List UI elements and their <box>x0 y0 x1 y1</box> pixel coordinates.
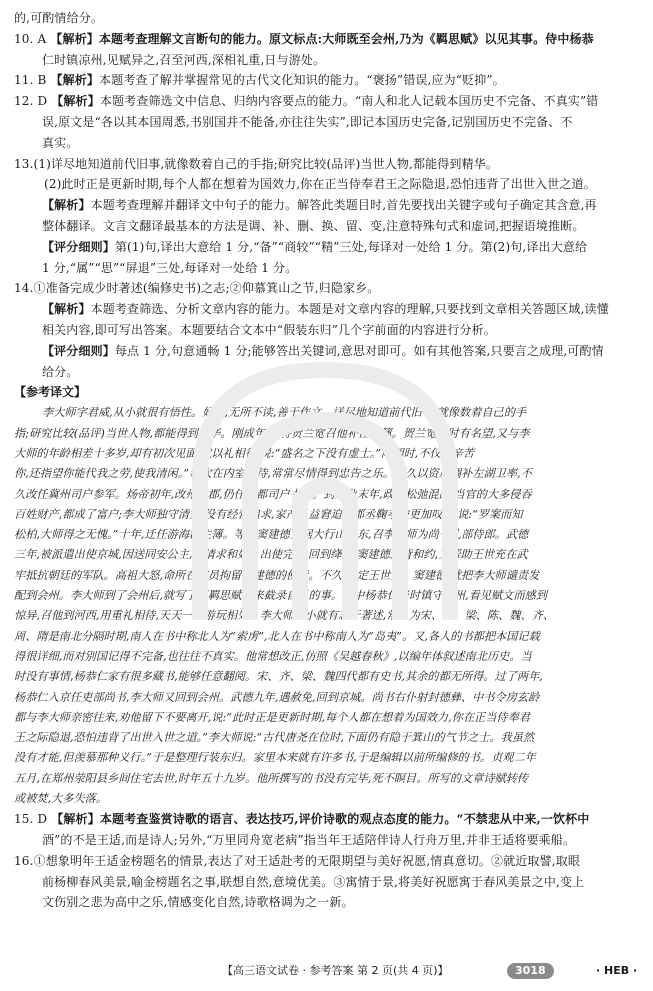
translation-line: 时没有事情,杨恭仁家有很多藏书,能够任意翻阅。宋、齐、梁、魏四代都有史书,其余的都无所得。过了两年, <box>14 670 543 684</box>
text-line-5: 误,原文是“各以其本国周悉,书别国并不能备,亦往往失实”,即记本国历史完备,记别国历史不完备、不 <box>42 114 573 129</box>
translation-line: 牢抵抗朝廷的军队。高祖大怒,命所在官员拘留窦建德的使者。不久,平定王世充、窦建德,就把李大师谴责发 <box>14 568 540 582</box>
translation-line: 没有才能,但羡慕那种义行。”于是整理行装东归。家里本来就有许多书,于是编辑以前所编修的书。贞观二年 <box>14 751 536 765</box>
scoring-14: 【评分细则】每点 1 分,句意通畅 1 分;能够答出关键词,意思对即可。如有其他答案,只要言之成理,可酌情 <box>42 343 604 358</box>
translation-line: 惊异,召他到河西,用重礼相待,天天一同游玩相处。李大师从小就有志于著述,常认为宋、齐、梁、陈、魏、齐、 <box>14 609 555 623</box>
translation-line: 三年,被派遣出使京城,因送同安公主,就请求和好。出使完毕,回到绛州,窦建德违背和约,又帮助王世充在武 <box>14 548 528 562</box>
text-line-15: 相关内容,即可写出答案。本题要结合文本中“假装东归”几个字前面的内容进行分析。 <box>42 322 496 337</box>
translation-line: 或被焚,大多失落。 <box>14 791 108 805</box>
text-line-6: 真实。 <box>42 135 79 150</box>
text-line-17: 给分。 <box>42 364 79 379</box>
text-line-12: 1 分,“属”“思”“屏退”三处,每译对一处给 1 分。 <box>42 260 298 275</box>
translation-line: 百姓财产,都成了富户;李大师独守清贫,没有经营追求,家产日益窘迫。郡丞鞠孝棱更加叹服,说:“罗案而知 <box>14 507 523 521</box>
text-line-t1: 酒”的不是王适,而是诗人;另外,“万里同舟宽老病”指当年王适陪伴诗人行舟万里,并非王适将要乘船。 <box>42 833 576 848</box>
answer-11: 11. B 【解析】本题考查了解并掌握常见的古代文化知识的能力。“褒扬”错误,应为“贬抑”。 <box>14 73 505 88</box>
analysis-13: 【解析】本题考查理解并翻译文中句子的能力。解答此类题目时,首先要找出关键字或句子确定其含意,再 <box>42 198 597 213</box>
translation-line: 配到会州。李大师到了会州后,就写了《羁思赋》来截录自己的事。侍中杨恭仁当时镇守凉州,看见赋文而感到 <box>14 589 547 603</box>
translation-line: 指;研究比较(品评)当世人物,都能得到精华。刚成年,州将贺兰宽召他补任主簿。贺兰宽当时有名望,又与李 <box>14 426 530 440</box>
translation-line: 五月,在郑州荥阳县乡间住宅去世,时年五十九岁。他所撰写的书没有完毕,死不瞑目。所写的文章诗赋转传 <box>14 771 529 785</box>
text-line-t3: 前杨柳春风美景,喻金榜题名之事,联想自然,意境优美。③寓情于景,将美好祝愿寓于春风美景之中,变上 <box>42 874 585 889</box>
translation-line: 杨恭仁入京任吏部尚书,李大师又回到会州。武德九年,遇赦免,回到京城。尚书右仆射封德彝、中书令房玄龄 <box>14 690 540 704</box>
translation-title: 【参考译文】 <box>14 385 87 400</box>
translation-line: 你,还指望你能代我之劳,使我清闲。”每次在内室接待,常常尽情得到忠告之乐。不久以资历调补左湖卫率,不 <box>14 467 532 481</box>
text-line-8: (2)此时正是更新时期,每个人都在想着为国效力,你在正当侍奉君王之际隐退,恐怕违背了出世入世之道。 <box>44 177 596 192</box>
scoring-13: 【评分细则】第(1)句,译出大意给 1 分,“备”“商较”“精”三处,每译对一处给 1 分。第(2)句,译出大意给 <box>42 239 588 254</box>
translation-line: 王之际隐退,恐怕违背了出世入世之道。”李大师说:“古代唐尧在位时,下面仍有隐于箕山的气节之士。我虽然 <box>14 731 535 745</box>
translation-line: 得很详细,而对别国记得不完备,也往往不真实。他常想改正,仿照《吴越春秋》,以编年体叙述南北历史。当 <box>14 649 532 663</box>
text-line-10: 整体翻译。文言文翻译最基本的方法是调、补、删、换、留、变,注意特殊句式和虚词,把握语境推断。 <box>42 218 585 233</box>
translation-line: 李大师字君威,从小就很有悟性。好学,无所不读,善于作文。详尽地知道前代旧事,就像数着自己的手 <box>42 406 527 420</box>
analysis-14: 【解析】本题考查筛选、分析文章内容的能力。本题是对文章内容的理解,只要找到文章相关答题区域,读懂 <box>42 302 609 317</box>
text-line-t4: 文伤别之悲为高中之乐,情感变化自然,诗歌格调为之一新。 <box>42 895 354 910</box>
answer-14: 14.①准备完成少时著述(编修史书)之志;②仰慕箕山之节,归隐家乡。 <box>14 281 380 296</box>
answer-12: 12. D 【解析】本题考查筛选文中信息、归纳内容要点的能力。“南人和北人记载本国历史不完备、不真实”错 <box>14 94 599 109</box>
answer-10: 10. A 【解析】本题考查理解文言断句的能力。原文标点:大师既至会州,乃为《羁思赋》以见其事。侍中杨恭 <box>14 31 594 46</box>
text-line-2: 仁时镇凉州,见赋异之,召至河西,深相礼重,日与游处。 <box>42 52 326 67</box>
answer-13: 13.(1)详尽地知道前代旧事,就像数着自己的手指;研究比较(品评)当世人物,都能得到精华。 <box>14 156 499 171</box>
footer-page-info: 【高三语文试卷 · 参考答案 第 2 页(共 4 页)】 <box>222 964 449 977</box>
translation-line: 松柏,大师得之无愧。”十年,迁任游海郡主簿。等到窦建德占据大行山以东,召李大师为尚书礼部侍郎。武德 <box>14 528 529 542</box>
answer-16: 16.①想象明年王适金榜题名的情景,表达了对王适赴考的无限期望与美好祝愿,情真意切。②就近取譬,取眼 <box>14 853 581 868</box>
text-line-0: 的,可酌情给分。 <box>14 11 104 25</box>
footer-code-badge: 3018 <box>507 963 554 979</box>
translation-line: 大师的年龄相差十多岁,却有初次见面,就以礼相待,说:“盛名之下没有虚士。”隋朝时,不仅要辛苦 <box>14 446 475 460</box>
footer-region: · HEB · <box>596 964 638 977</box>
answer-15: 15. D 【解析】本题考查鉴赏诗歌的语言、表达技巧,评价诗歌的观点态度的能力。“不禁悲从中来,一饮杯中 <box>14 812 590 827</box>
translation-line: 都与李大师亲密往来,劝他留下不要离开,说:“此时正是更新时期,每个人都在想着为国效力,你在正当侍奉君 <box>14 710 530 724</box>
translation-line: 久改任冀州司户参军。炀帝初年,改州为郡,仍任信都司户书佐。到大业末年,政治松弛混乱,当官的大多侵吞 <box>14 487 532 501</box>
translation-line: 周、隋是南北分隔时期,南人在书中称北人为“索虏”,北人在书中称南人为“岛夷”。又,各人的书都把本国记载 <box>14 629 540 643</box>
page-footer <box>0 960 653 982</box>
